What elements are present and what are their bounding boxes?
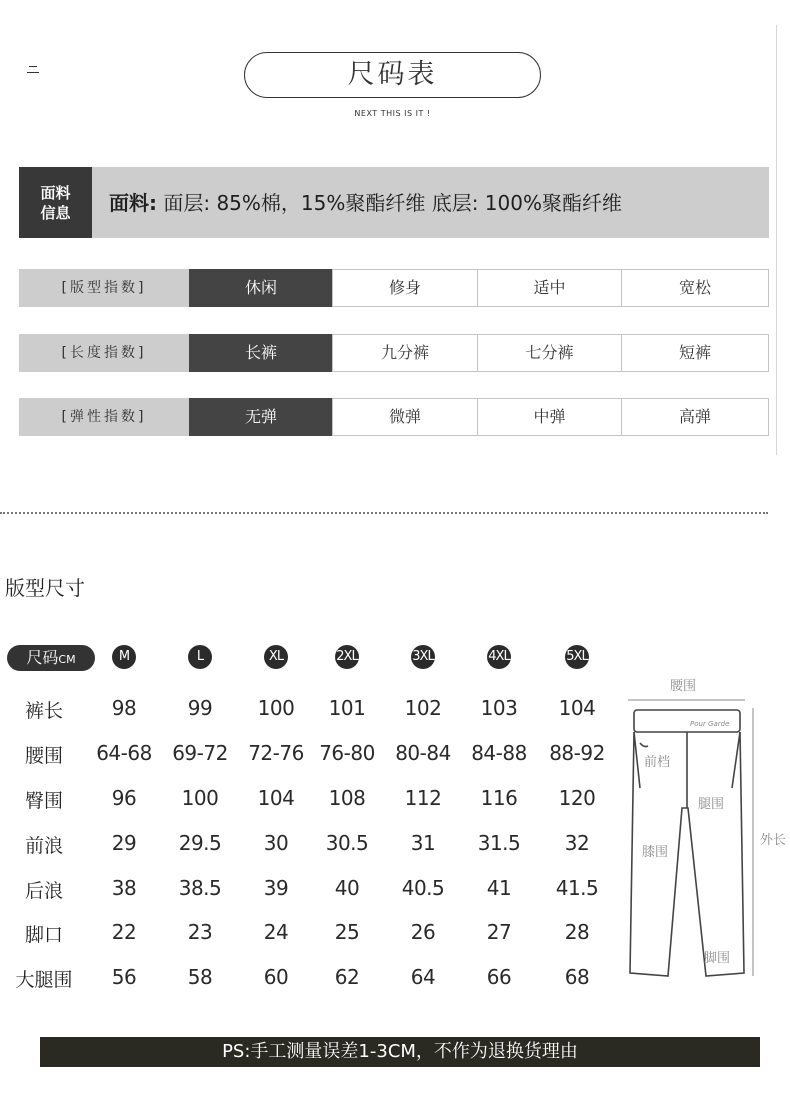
size-row-label: 后浪 (24, 880, 63, 902)
diagram-label-hem: 脚围 (704, 951, 731, 966)
size-cell: 29 (111, 831, 137, 855)
size-cell: 40 (334, 876, 360, 900)
length-index-label: [长度指数] (19, 334, 189, 372)
size-badge: XL (264, 645, 288, 669)
size-cell: 101 (328, 696, 366, 720)
fabric-label-line2: 信息 (40, 203, 71, 222)
page-title: 尺码表 (244, 52, 541, 98)
stretch-option: 中弹 (477, 398, 622, 436)
size-cell: 100 (257, 696, 295, 720)
size-cell: 56 (111, 965, 137, 989)
size-cell: 112 (404, 786, 442, 810)
fit-index-label: [版型指数] (19, 269, 189, 307)
size-cell: 62 (334, 965, 360, 989)
fabric-detail: 面层: 85%棉，15%聚酯纤维 底层: 100%聚酯纤维 (157, 191, 622, 215)
size-cell: 32 (564, 831, 590, 855)
diagram-label-knee: 膝围 (642, 845, 669, 860)
divider (776, 25, 777, 455)
fabric-prefix: 面料: (109, 191, 157, 215)
length-option: 短裤 (621, 334, 769, 372)
size-header-unit: CM (58, 653, 76, 666)
size-cell: 72-76 (248, 741, 304, 765)
diagram-label-waist: 腰围 (670, 679, 697, 694)
size-cell: 99 (187, 696, 213, 720)
size-cell: 88-92 (549, 741, 605, 765)
size-cell: 116 (480, 786, 518, 810)
size-row-label: 大腿围 (15, 969, 73, 991)
diagram-label-outer-length: 外长 (760, 833, 787, 848)
size-cell: 76-80 (319, 741, 375, 765)
length-option: 九分裤 (332, 334, 478, 372)
stretch-option: 高弹 (621, 398, 769, 436)
size-cell: 22 (111, 920, 137, 944)
size-cell: 41 (486, 876, 512, 900)
size-cell: 40.5 (401, 876, 445, 900)
size-badge: M (112, 645, 136, 669)
fit-option: 修身 (332, 269, 478, 307)
size-cell: 69-72 (172, 741, 228, 765)
length-option: 长裤 (189, 334, 333, 372)
size-row-label: 臀围 (24, 790, 63, 812)
fabric-composition (109, 167, 622, 238)
pants-outline (630, 710, 744, 976)
stretch-index-row (19, 398, 769, 436)
size-badge: 4XL (487, 645, 511, 669)
fit-option: 适中 (477, 269, 622, 307)
size-cell: 28 (564, 920, 590, 944)
size-header-pill (7, 645, 95, 671)
measurement-note: PS:手工测量误差1-3CM，不作为退换货理由 (40, 1037, 760, 1067)
size-cell: 31 (410, 831, 436, 855)
size-cell: 68 (564, 965, 590, 989)
size-cell: 38.5 (178, 876, 222, 900)
size-badge: 5XL (565, 645, 589, 669)
size-cell: 60 (263, 965, 289, 989)
size-cell: 80-84 (395, 741, 451, 765)
waistband-tag: Pour Garde (690, 720, 730, 728)
size-cell: 31.5 (477, 831, 521, 855)
size-cell: 23 (187, 920, 213, 944)
length-index-row (19, 334, 769, 372)
size-cell: 58 (187, 965, 213, 989)
size-badge: 3XL (411, 645, 435, 669)
size-cell: 66 (486, 965, 512, 989)
size-section-title: 版型尺寸 (5, 576, 85, 600)
fit-option: 宽松 (621, 269, 769, 307)
size-cell: 39 (263, 876, 289, 900)
diagram-label-thigh: 腿围 (698, 797, 725, 812)
size-cell: 98 (111, 696, 137, 720)
size-cell: 26 (410, 920, 436, 944)
size-row-label: 裤长 (24, 700, 63, 722)
size-badge: 2XL (335, 645, 359, 669)
size-cell: 25 (334, 920, 360, 944)
size-row-label: 脚口 (24, 924, 63, 946)
stretch-index-label: [弹性指数] (19, 398, 189, 436)
stretch-option: 无弹 (189, 398, 333, 436)
fabric-info-label (19, 167, 92, 238)
size-cell: 104 (257, 786, 295, 810)
size-cell: 102 (404, 696, 442, 720)
size-cell: 27 (486, 920, 512, 944)
size-cell: 30.5 (325, 831, 369, 855)
size-cell: 96 (111, 786, 137, 810)
section-divider (0, 512, 768, 514)
size-cell: 100 (181, 786, 219, 810)
size-cell: 103 (480, 696, 518, 720)
size-cell: 84-88 (471, 741, 527, 765)
pants-diagram (620, 668, 790, 988)
menu-icon (27, 66, 39, 78)
fit-index-row (19, 269, 769, 307)
size-row-label: 前浪 (24, 835, 63, 857)
size-cell: 64-68 (96, 741, 152, 765)
size-cell: 108 (328, 786, 366, 810)
size-cell: 38 (111, 876, 137, 900)
size-cell: 30 (263, 831, 289, 855)
size-row-label: 腰围 (24, 745, 63, 767)
fit-option: 休闲 (189, 269, 333, 307)
size-cell: 120 (558, 786, 596, 810)
stretch-option: 微弹 (332, 398, 478, 436)
size-cell: 104 (558, 696, 596, 720)
length-option: 七分裤 (477, 334, 622, 372)
size-cell: 41.5 (555, 876, 599, 900)
size-cell: 64 (410, 965, 436, 989)
size-header-main: 尺码 (26, 648, 59, 667)
diagram-label-front-rise: 前档 (644, 755, 671, 770)
size-badge: L (188, 645, 212, 669)
fabric-label-line1: 面料 (40, 183, 71, 202)
size-cell: 29.5 (178, 831, 222, 855)
page-subtitle: NEXT THIS IS IT ! (354, 109, 431, 118)
size-cell: 24 (263, 920, 289, 944)
